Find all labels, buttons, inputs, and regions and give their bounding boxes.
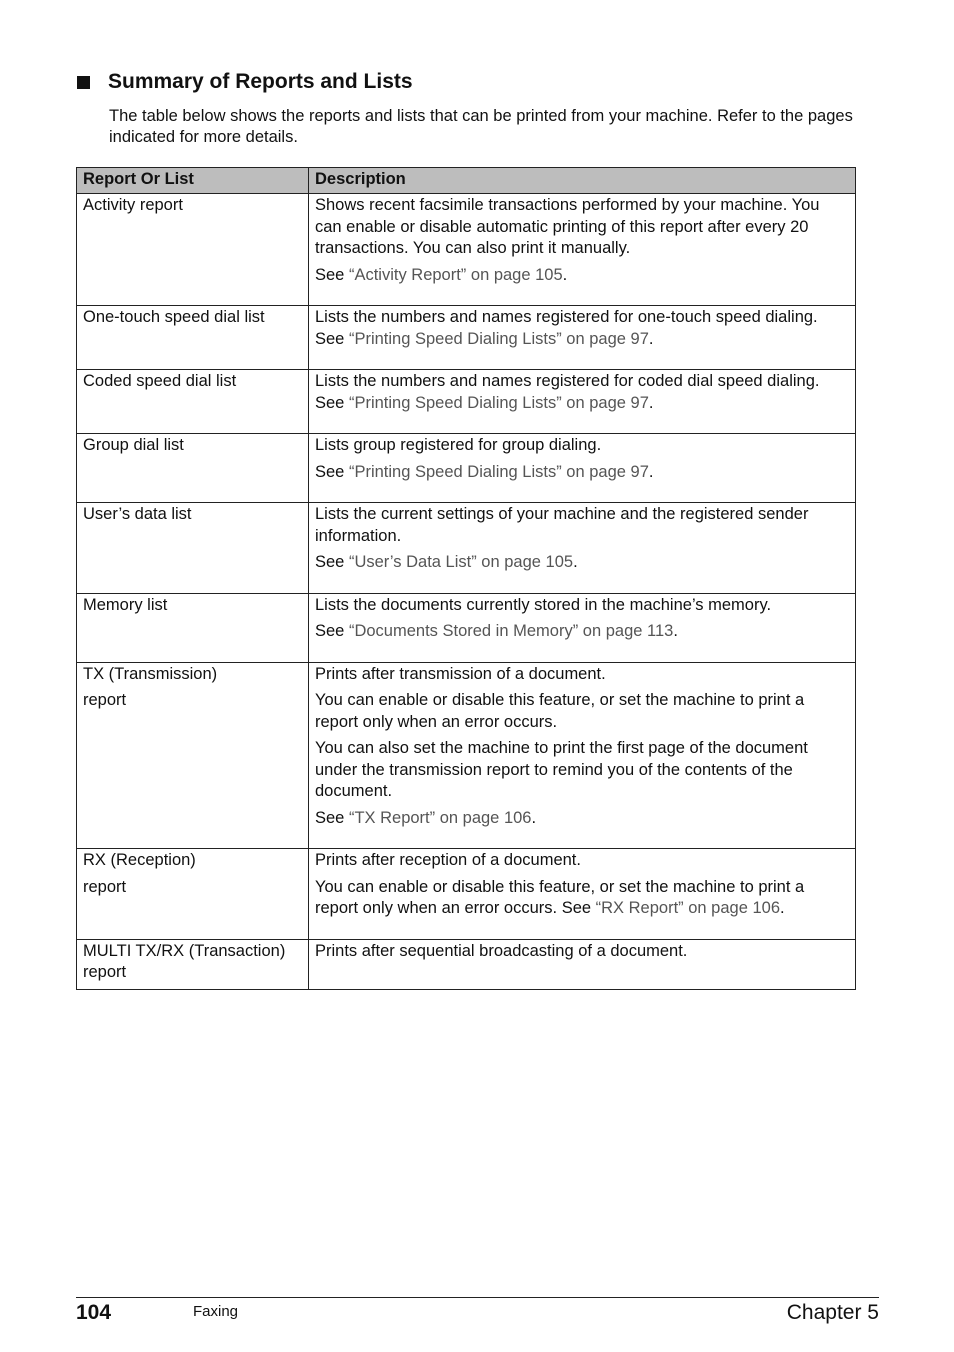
section-heading <box>77 70 413 94</box>
intro-paragraph: The table below shows the reports and lists that can be printed from your machine. Refer to the pages indicated for more details. <box>109 107 853 146</box>
description-text: Lists group registered for group dialing. <box>315 436 602 454</box>
heading-text: Summary of Reports and Lists <box>108 70 413 93</box>
description-punctuation: . <box>648 329 654 348</box>
description-text: Prints after sequential broadcasting of a document. <box>315 941 688 960</box>
description-punctuation: . <box>562 265 568 284</box>
description-paragraph <box>315 435 849 457</box>
page-reference-link[interactable]: “User’s Data List” on page 105 <box>348 553 574 571</box>
report-name: Group dial list <box>83 436 184 454</box>
report-name-cell <box>77 306 309 370</box>
table-header-row <box>77 168 856 194</box>
report-name-cell <box>77 503 309 594</box>
page-reference-link[interactable]: “Printing Speed Dialing Lists” on page 97 <box>348 393 649 412</box>
page-reference-link[interactable]: “Activity Report” on page 105 <box>348 265 563 284</box>
footer-rule <box>76 1297 879 1298</box>
report-name: RX (Reception) <box>83 851 196 869</box>
description-cell <box>309 939 856 989</box>
report-name-cell <box>77 194 309 306</box>
footer-section-title: Faxing <box>193 1303 239 1320</box>
description-punctuation: . <box>780 899 785 917</box>
description-text: See <box>315 462 349 481</box>
page-number: 104 <box>76 1301 112 1324</box>
description-paragraph <box>315 664 849 686</box>
table-row <box>77 370 856 434</box>
description-paragraph <box>315 690 849 733</box>
table-row <box>77 194 856 306</box>
report-name: User’s data list <box>83 505 192 523</box>
table-row <box>77 849 856 940</box>
report-name: Memory list <box>83 595 168 614</box>
report-name-cell <box>77 849 309 940</box>
description-paragraph <box>315 850 849 872</box>
report-name: report <box>83 691 127 709</box>
table-row <box>77 306 856 370</box>
report-name-cell <box>77 593 309 662</box>
page-reference-link[interactable]: “Printing Speed Dialing Lists” on page 97 <box>348 329 649 348</box>
description-paragraph <box>315 552 849 574</box>
description-text: You can also set the machine to print the first page of the document under the transmission report to remind you of the contents of the document. <box>315 739 808 800</box>
description-cell <box>309 503 856 594</box>
footer-chapter: Chapter 5 <box>786 1301 879 1324</box>
description-text: See <box>315 808 349 827</box>
description-paragraph <box>315 265 849 287</box>
description-text: Lists the documents currently stored in the machine’s memory. <box>315 595 772 614</box>
report-name: MULTI TX/RX (Transaction) report <box>83 941 286 981</box>
description-paragraph <box>315 195 849 260</box>
report-name: report <box>83 877 127 896</box>
table-row <box>77 434 856 503</box>
table-row <box>77 662 856 849</box>
description-cell <box>309 194 856 306</box>
description-text: Prints after transmission of a document. <box>315 664 606 683</box>
description-text: Lists the numbers and names registered for coded dial speed dialing. See <box>315 372 820 412</box>
table-row <box>77 503 856 594</box>
description-paragraph <box>315 307 849 350</box>
description-text: Lists the current settings of your machine and the registered sender information. <box>315 505 809 545</box>
description-cell <box>309 306 856 370</box>
description-text: See <box>315 553 349 571</box>
description-punctuation: . <box>648 393 654 412</box>
description-cell <box>309 434 856 503</box>
description-text: Lists the numbers and names registered for one-touch speed dialing. See <box>315 308 818 348</box>
description-paragraph <box>315 462 849 484</box>
description-text: You can enable or disable this feature, or set the machine to print a report only when an error occurs. See <box>315 877 805 917</box>
page-reference-link[interactable]: “RX Report” on page 106 <box>595 899 781 917</box>
description-text: Shows recent facsimile transactions performed by your machine. You can enable or disable automatic printing of this report after every 20 transactions. You can also print it manually. <box>315 196 820 257</box>
reports-table <box>76 167 856 990</box>
description-paragraph <box>315 877 849 920</box>
header-report-or-list: Report Or List <box>77 168 309 194</box>
report-name: One-touch speed dial list <box>83 308 265 326</box>
description-cell <box>309 370 856 434</box>
page-reference-link[interactable]: “Printing Speed Dialing Lists” on page 97 <box>348 462 649 481</box>
description-paragraph <box>315 595 849 617</box>
description-paragraph <box>315 621 849 643</box>
description-paragraph <box>315 941 849 963</box>
description-punctuation: . <box>648 462 654 481</box>
description-text: You can enable or disable this feature, or set the machine to print a report only when an error occurs. <box>315 691 805 731</box>
report-name-cell <box>77 370 309 434</box>
description-paragraph <box>315 808 849 830</box>
description-paragraph <box>315 371 849 414</box>
page-reference-link[interactable]: “TX Report” on page 106 <box>348 808 532 827</box>
page-reference-link[interactable]: “Documents Stored in Memory” on page 113 <box>348 622 674 640</box>
description-cell <box>309 593 856 662</box>
description-paragraph <box>315 738 849 803</box>
description-cell <box>309 662 856 849</box>
header-description: Description <box>309 168 856 194</box>
report-name-cell <box>77 434 309 503</box>
table-row <box>77 939 856 989</box>
report-name: Coded speed dial list <box>83 372 237 390</box>
description-paragraph <box>315 504 849 547</box>
report-name-cell <box>77 939 309 989</box>
table-row <box>77 593 856 662</box>
table-body <box>77 194 856 990</box>
report-name: Activity report <box>83 196 183 214</box>
description-punctuation: . <box>531 808 537 827</box>
report-name-cell <box>77 662 309 849</box>
description-punctuation: . <box>673 622 678 640</box>
report-name: TX (Transmission) <box>83 664 218 683</box>
square-bullet-icon <box>77 76 90 89</box>
description-cell <box>309 849 856 940</box>
description-punctuation: . <box>573 553 578 571</box>
description-text: See <box>315 622 349 640</box>
description-text: See <box>315 265 349 284</box>
description-text: Prints after reception of a document. <box>315 851 581 869</box>
